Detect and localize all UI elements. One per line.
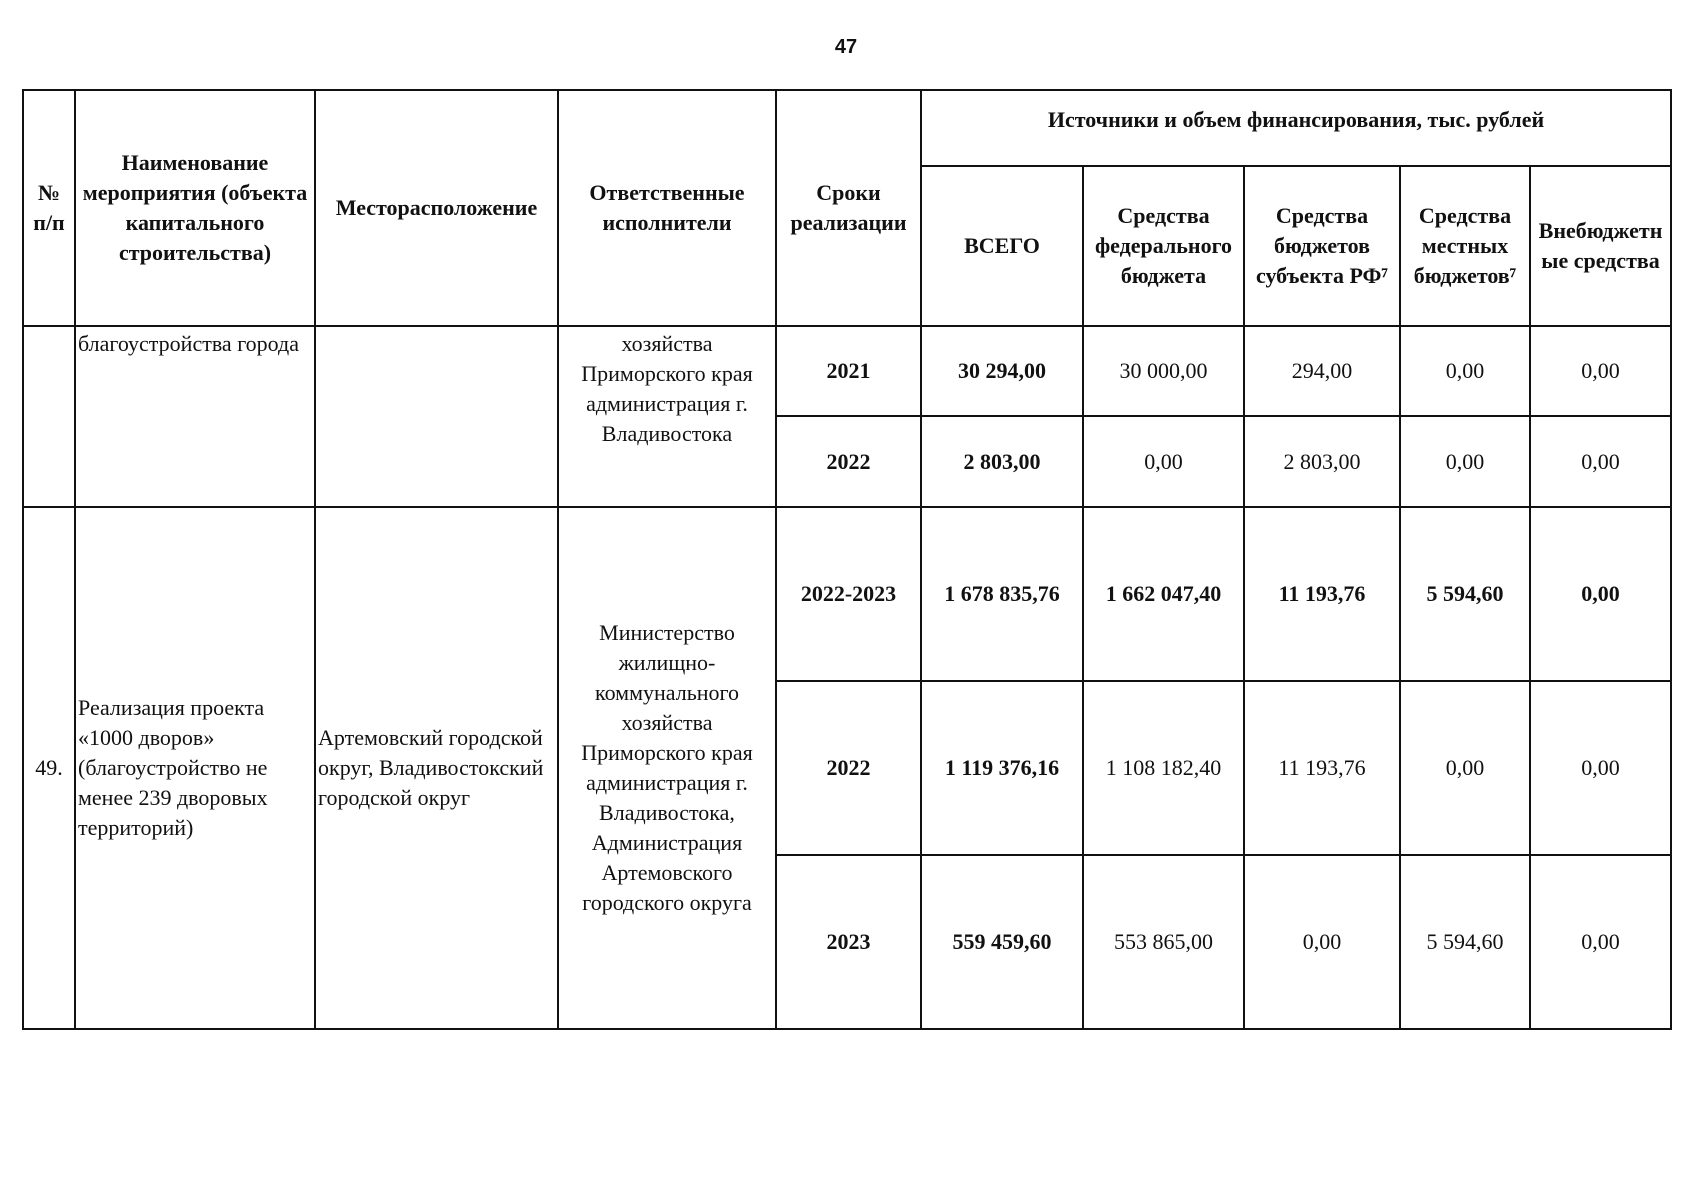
extra-cell: 0,00 [1530,326,1671,416]
item49-location: Артемовский городской округ, Владивостокский городской округ [315,507,558,1029]
header-row-1 [23,90,1671,166]
header-funding-group: Источники и объем финансирования, тыс. рублей [921,90,1671,166]
header-local: Средства местных бюджетов⁷ [1400,166,1530,326]
continued-num-cell [23,326,75,507]
total-cell: 1 678 835,76 [921,507,1083,681]
funding-table [22,89,1672,1030]
table-row [23,507,1671,681]
header-responsible: Ответственные исполнители [558,90,776,326]
header-extra: Внебюджетные средства [1530,166,1671,326]
total-cell: 1 119 376,16 [921,681,1083,855]
header-federal: Средства федерального бюджета [1083,166,1244,326]
extra-cell: 0,00 [1530,681,1671,855]
regional-cell: 2 803,00 [1244,416,1400,507]
regional-cell: 0,00 [1244,855,1400,1029]
header-total: ВСЕГО [921,166,1083,326]
total-cell: 30 294,00 [921,326,1083,416]
header-name: Наименование мероприятия (объекта капитального строительства) [75,90,315,326]
year-cell: 2021 [776,326,921,416]
federal-cell: 1 662 047,40 [1083,507,1244,681]
item49-num: 49. [23,507,75,1029]
local-cell: 0,00 [1400,326,1530,416]
total-cell: 559 459,60 [921,855,1083,1029]
header-location: Месторасположение [315,90,558,326]
year-cell: 2023 [776,855,921,1029]
federal-cell: 553 865,00 [1083,855,1244,1029]
continued-responsible: хозяйства Приморского края администрация г. Владивостока [558,326,776,507]
extra-cell: 0,00 [1530,416,1671,507]
local-cell: 0,00 [1400,681,1530,855]
header-regional: Средства бюджетов субъекта РФ⁷ [1244,166,1400,326]
federal-cell: 30 000,00 [1083,326,1244,416]
year-cell: 2022 [776,416,921,507]
page-number: 47 [834,36,858,58]
year-cell: 2022 [776,681,921,855]
total-cell: 2 803,00 [921,416,1083,507]
federal-cell: 1 108 182,40 [1083,681,1244,855]
local-cell: 0,00 [1400,416,1530,507]
extra-cell: 0,00 [1530,855,1671,1029]
regional-cell: 11 193,76 [1244,681,1400,855]
item49-responsible: Министерство жилищно-коммунального хозяйства Приморского края администрация г. Владивостока, Администрация Артемовского городского округа [558,507,776,1029]
continued-name: благоустройства города [75,326,315,507]
header-num: № п/п [23,90,75,326]
table-row [23,326,1671,416]
continued-location [315,326,558,507]
extra-cell: 0,00 [1530,507,1671,681]
regional-cell: 294,00 [1244,326,1400,416]
header-period: Сроки реализации [776,90,921,326]
local-cell: 5 594,60 [1400,507,1530,681]
local-cell: 5 594,60 [1400,855,1530,1029]
year-cell: 2022-2023 [776,507,921,681]
regional-cell: 11 193,76 [1244,507,1400,681]
federal-cell: 0,00 [1083,416,1244,507]
item49-name: Реализация проекта «1000 дворов» (благоустройство не менее 239 дворовых территорий) [75,507,315,1029]
